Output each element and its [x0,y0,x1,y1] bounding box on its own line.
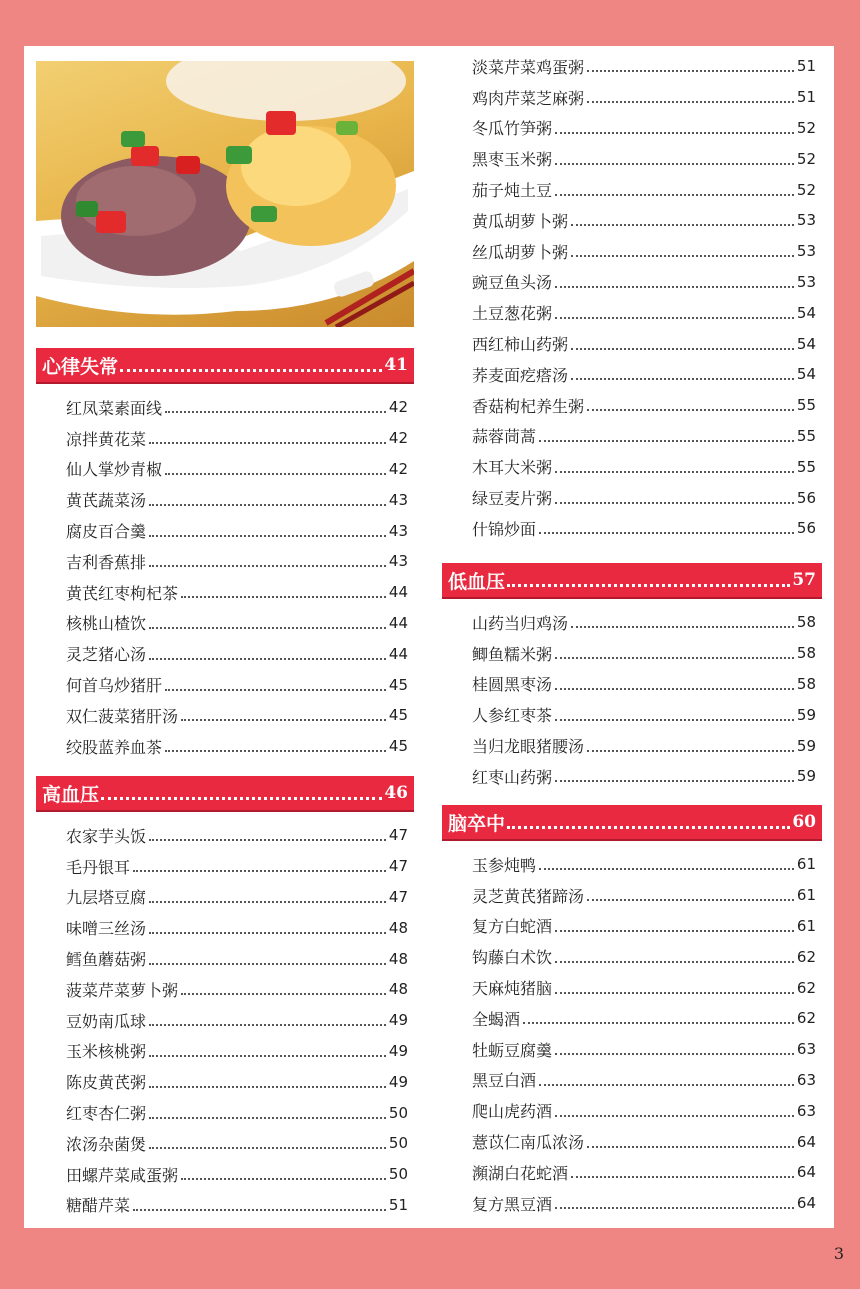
leader-dots [149,535,386,537]
toc-entry[interactable] [36,1036,414,1067]
leader-dots [555,132,794,134]
leader-dots [149,1117,386,1119]
toc-entry[interactable] [442,143,822,174]
toc-entry[interactable] [36,943,414,974]
toc-entry[interactable] [442,761,822,792]
entry-name: 土豆葱花粥 [472,304,553,324]
entry-name: 鳕鱼蘑菇粥 [66,950,147,970]
leader-dots [539,440,794,442]
toc-entry[interactable] [36,392,414,423]
entry-name: 田螺芹菜咸蛋粥 [66,1165,179,1185]
entry-page: 44 [388,613,408,632]
entry-page: 47 [388,826,408,845]
entry-page: 45 [388,706,408,725]
leader-dots [181,1178,386,1180]
entry-name: 茄子炖土豆 [472,181,553,201]
entry-page: 52 [796,180,816,199]
entry-page: 64 [796,1132,816,1151]
toc-entry[interactable] [36,974,414,1005]
entry-name: 冬瓜竹笋粥 [472,119,553,139]
entry-page: 44 [388,644,408,663]
entry-name: 腐皮百合羹 [66,522,147,542]
toc-entry[interactable] [442,513,822,544]
leader-dots [149,963,386,965]
toc-entry[interactable] [36,851,414,882]
leader-dots [571,348,794,350]
section-title: 脑卒中 [448,812,506,835]
entry-page: 53 [796,242,816,261]
toc-entry[interactable] [36,454,414,485]
leader-dots [555,657,794,659]
entry-name: 荞麦面疙瘩汤 [472,365,569,385]
entry-name: 牡蛎豆腐羹 [472,1040,553,1060]
leader-dots [149,839,386,841]
entry-page: 54 [796,365,816,384]
toc-entry[interactable] [442,1157,822,1188]
entry-name: 味噌三丝汤 [66,919,147,939]
entry-page: 63 [796,1070,816,1089]
entry-name: 绿豆麦片粥 [472,489,553,509]
leader-dots [133,1209,386,1211]
leader-dots [149,627,386,629]
leader-dots [571,224,794,226]
entry-list [442,51,822,544]
toc-entry[interactable] [36,484,414,515]
leader-dots [165,689,386,691]
entry-page: 49 [388,1072,408,1091]
entry-name: 毛丹银耳 [66,857,131,877]
entry-name: 黄瓜胡萝卜粥 [472,211,569,231]
entry-name: 木耳大米粥 [472,458,553,478]
entry-name: 西红柿山药粥 [472,335,569,355]
entry-name: 丝瓜胡萝卜粥 [472,242,569,262]
toc-entry[interactable] [442,236,822,267]
section-title: 高血压 [42,783,100,806]
leader-dots [555,471,794,473]
toc-entry[interactable] [36,1159,414,1190]
leader-dots [149,565,386,567]
entry-page: 58 [796,644,816,663]
leader-dots [539,532,794,534]
entry-page: 54 [796,334,816,353]
leader-dots [555,688,794,690]
entry-name: 钩藤白术饮 [472,948,553,968]
entry-page: 62 [796,1009,816,1028]
entry-list [442,841,822,1219]
toc-entry[interactable] [36,1128,414,1159]
toc-entry[interactable] [442,359,822,390]
toc-entry[interactable] [36,700,414,731]
entry-name: 黑豆白酒 [472,1071,537,1091]
entry-page: 42 [388,398,408,417]
leader-dots [571,378,794,380]
section-title: 低血压 [448,570,506,593]
entry-name: 复方白蛇酒 [472,917,553,937]
leader-dots [149,658,386,660]
entry-name: 红枣杏仁粥 [66,1104,147,1124]
section-page: 57 [792,570,816,590]
toc-entry[interactable] [442,1034,822,1065]
toc-entry[interactable] [442,1065,822,1096]
leader-dots [133,870,386,872]
entry-page: 61 [796,886,816,905]
entry-page: 44 [388,583,408,602]
leader-dots [555,1053,794,1055]
entry-page: 55 [796,396,816,415]
entry-name: 陈皮黄芪粥 [66,1073,147,1093]
entry-page: 50 [388,1134,408,1153]
entry-name: 双仁菠菜猪肝汤 [66,706,179,726]
entry-page: 43 [388,490,408,509]
entry-name: 爬山虎药酒 [472,1102,553,1122]
toc-entry[interactable] [36,638,414,669]
entry-page: 53 [796,211,816,230]
entry-page: 48 [388,918,408,937]
entry-page: 49 [388,1041,408,1060]
leader-dots [555,317,794,319]
toc-entry[interactable] [36,669,414,700]
leader-dots [587,1146,794,1148]
section-hypertension [36,776,414,1220]
section-stroke [442,805,822,1219]
food-photo [36,61,414,327]
leader-dots [149,442,386,444]
leader-dots [555,992,794,994]
entry-name: 蒜蓉茼蒿 [472,427,537,447]
entry-page: 51 [796,88,816,107]
toc-entry[interactable] [442,1126,822,1157]
leader-dots [523,1022,794,1024]
toc-entry[interactable] [442,205,822,236]
leader-dots [165,411,386,413]
entry-name: 当归龙眼猪腰汤 [472,737,585,757]
toc-entry[interactable] [442,638,822,669]
entry-page: 63 [796,1101,816,1120]
toc-entry[interactable] [442,1095,822,1126]
toc-entry[interactable] [442,1188,822,1219]
entry-page: 43 [388,521,408,540]
section-header[interactable] [442,563,822,599]
entry-page: 49 [388,1011,408,1030]
entry-name: 淡菜芹菜鸡蛋粥 [472,57,585,77]
leader-dots [539,1084,794,1086]
toc-entry[interactable] [442,267,822,298]
entry-name: 玉参炖鸭 [472,855,537,875]
leader-dots [555,780,794,782]
toc-entry[interactable] [442,669,822,700]
section-arrhythmia [36,348,414,762]
leader-dots [149,1086,386,1088]
toc-entry[interactable] [36,608,414,639]
toc-entry[interactable] [36,731,414,762]
entry-name: 绞股蓝养血茶 [66,737,163,757]
leader-dots [587,101,794,103]
entry-list [442,599,822,792]
entry-page: 52 [796,149,816,168]
section-page: 46 [384,783,408,803]
entry-page: 56 [796,519,816,538]
leader-dots [181,596,386,598]
leader-dots [149,932,386,934]
entry-page: 42 [388,459,408,478]
toc-entry[interactable] [442,730,822,761]
food-photo-illustration [36,61,414,327]
entry-name: 糖醋芹菜 [66,1196,131,1216]
entry-page: 61 [796,916,816,935]
entry-page: 64 [796,1194,816,1213]
page-card [24,46,834,1228]
entry-page: 59 [796,736,816,755]
entry-page: 54 [796,303,816,322]
entry-name: 鲫鱼糯米粥 [472,644,553,664]
entry-page: 58 [796,674,816,693]
entry-name: 薏苡仁南瓜浓汤 [472,1133,585,1153]
toc-entry[interactable] [442,390,822,421]
toc-entry[interactable] [442,421,822,452]
entry-name: 鸡肉芹菜芝麻粥 [472,88,585,108]
entry-name: 核桃山楂饮 [66,614,147,634]
toc-entry[interactable] [442,297,822,328]
toc-entry[interactable] [36,1097,414,1128]
entry-name: 菠菜芹菜萝卜粥 [66,980,179,1000]
toc-entry[interactable] [36,820,414,851]
leader-dots [555,961,794,963]
entry-page: 64 [796,1163,816,1182]
leader-dots [555,194,794,196]
entry-page: 59 [796,705,816,724]
toc-entry[interactable] [36,1066,414,1097]
toc-entry[interactable] [442,51,822,82]
entry-name: 红枣山药粥 [472,767,553,787]
toc-entry[interactable] [442,1003,822,1034]
toc-entry[interactable] [442,941,822,972]
entry-page: 47 [388,857,408,876]
entry-page: 50 [388,1103,408,1122]
entry-page: 51 [388,1195,408,1214]
entry-name: 灵芝黄芪猪蹄汤 [472,886,585,906]
toc-entry[interactable] [442,880,822,911]
entry-name: 仙人掌炒青椒 [66,460,163,480]
leader-dots [539,868,794,870]
entry-page: 52 [796,118,816,137]
toc-entry[interactable] [442,607,822,638]
entry-page: 62 [796,947,816,966]
leader-dots [555,719,794,721]
leader-dots [181,719,386,721]
leader-dots [555,286,794,288]
section-header[interactable] [36,776,414,812]
entry-name: 黄芪红枣枸杞茶 [66,583,179,603]
entry-name: 人参红枣茶 [472,706,553,726]
entry-page: 55 [796,457,816,476]
entry-name: 黑枣玉米粥 [472,150,553,170]
entry-name: 何首乌炒猪肝 [66,676,163,696]
section-page: 60 [792,812,816,832]
leader-dots [555,930,794,932]
entry-name: 黄芪蔬菜汤 [66,491,147,511]
toc-entry[interactable] [36,1005,414,1036]
entry-page: 61 [796,855,816,874]
leader-dots [181,993,386,995]
section-header[interactable] [36,348,414,384]
leader-dots [507,826,790,829]
toc-entry[interactable] [442,849,822,880]
entry-page: 47 [388,887,408,906]
entry-name: 复方黑豆酒 [472,1194,553,1214]
leader-dots [165,750,386,752]
entry-page: 48 [388,980,408,999]
section-header[interactable] [442,805,822,841]
entry-name: 红凤菜素面线 [66,398,163,418]
entry-page: 51 [796,57,816,76]
entry-page: 62 [796,978,816,997]
leader-dots [120,369,382,372]
entry-name: 天麻炖猪脑 [472,979,553,999]
leader-dots [555,1115,794,1117]
entry-page: 59 [796,767,816,786]
toc-entry[interactable] [442,82,822,113]
entry-page: 43 [388,552,408,571]
entry-page: 45 [388,675,408,694]
entry-name: 香菇枸杞养生粥 [472,396,585,416]
leader-dots [149,1024,386,1026]
toc-entry[interactable] [442,451,822,482]
toc-entry[interactable] [442,699,822,730]
toc-entry[interactable] [36,1190,414,1221]
entry-list [36,384,414,762]
entry-page: 53 [796,272,816,291]
leader-dots [149,901,386,903]
toc-entry[interactable] [442,113,822,144]
entry-name: 九层塔豆腐 [66,888,147,908]
leader-dots [571,1176,794,1178]
entry-name: 豌豆鱼头汤 [472,273,553,293]
entry-page: 55 [796,426,816,445]
leader-dots [555,502,794,504]
entry-name: 农家芋头饭 [66,826,147,846]
entry-name: 什锦炒面 [472,519,537,539]
page-number: 3 [833,1244,844,1263]
entry-page: 48 [388,949,408,968]
toc-entry[interactable] [36,912,414,943]
toc-entry[interactable] [36,546,414,577]
section-title: 心律失常 [42,355,119,378]
entry-page: 58 [796,613,816,632]
toc-entry[interactable] [442,328,822,359]
leader-dots [101,797,382,800]
entry-name: 浓汤杂菌煲 [66,1134,147,1154]
leader-dots [149,1147,386,1149]
toc-entry[interactable] [36,577,414,608]
entry-name: 玉米核桃粥 [66,1042,147,1062]
leader-dots [507,584,790,587]
leader-dots [571,255,794,257]
leader-dots [165,473,386,475]
entry-page: 50 [388,1165,408,1184]
entry-name: 桂圆黑枣汤 [472,675,553,695]
toc-entry[interactable] [442,911,822,942]
leader-dots [149,504,386,506]
entry-name: 山药当归鸡汤 [472,613,569,633]
toc-entry[interactable] [36,882,414,913]
section-hypertension-continued [442,51,822,544]
toc-entry[interactable] [36,515,414,546]
section-hypotension [442,563,822,792]
entry-list [36,812,414,1220]
toc-entry[interactable] [442,972,822,1003]
leader-dots [555,1207,794,1209]
entry-name: 全蝎酒 [472,1009,521,1029]
leader-dots [571,626,794,628]
leader-dots [587,899,794,901]
entry-name: 灵芝猪心汤 [66,645,147,665]
toc-entry[interactable] [36,423,414,454]
leader-dots [587,750,794,752]
entry-page: 63 [796,1040,816,1059]
toc-entry[interactable] [442,482,822,513]
toc-entry[interactable] [442,174,822,205]
entry-page: 45 [388,737,408,756]
leader-dots [587,409,794,411]
entry-page: 42 [388,429,408,448]
entry-name: 豆奶南瓜球 [66,1011,147,1031]
leader-dots [149,1055,386,1057]
entry-name: 吉利香蕉排 [66,552,147,572]
entry-page: 56 [796,488,816,507]
entry-name: 瀕湖白花蛇酒 [472,1163,569,1183]
entry-name: 凉拌黄花菜 [66,429,147,449]
leader-dots [555,163,794,165]
leader-dots [587,70,794,72]
section-page: 41 [384,355,408,375]
